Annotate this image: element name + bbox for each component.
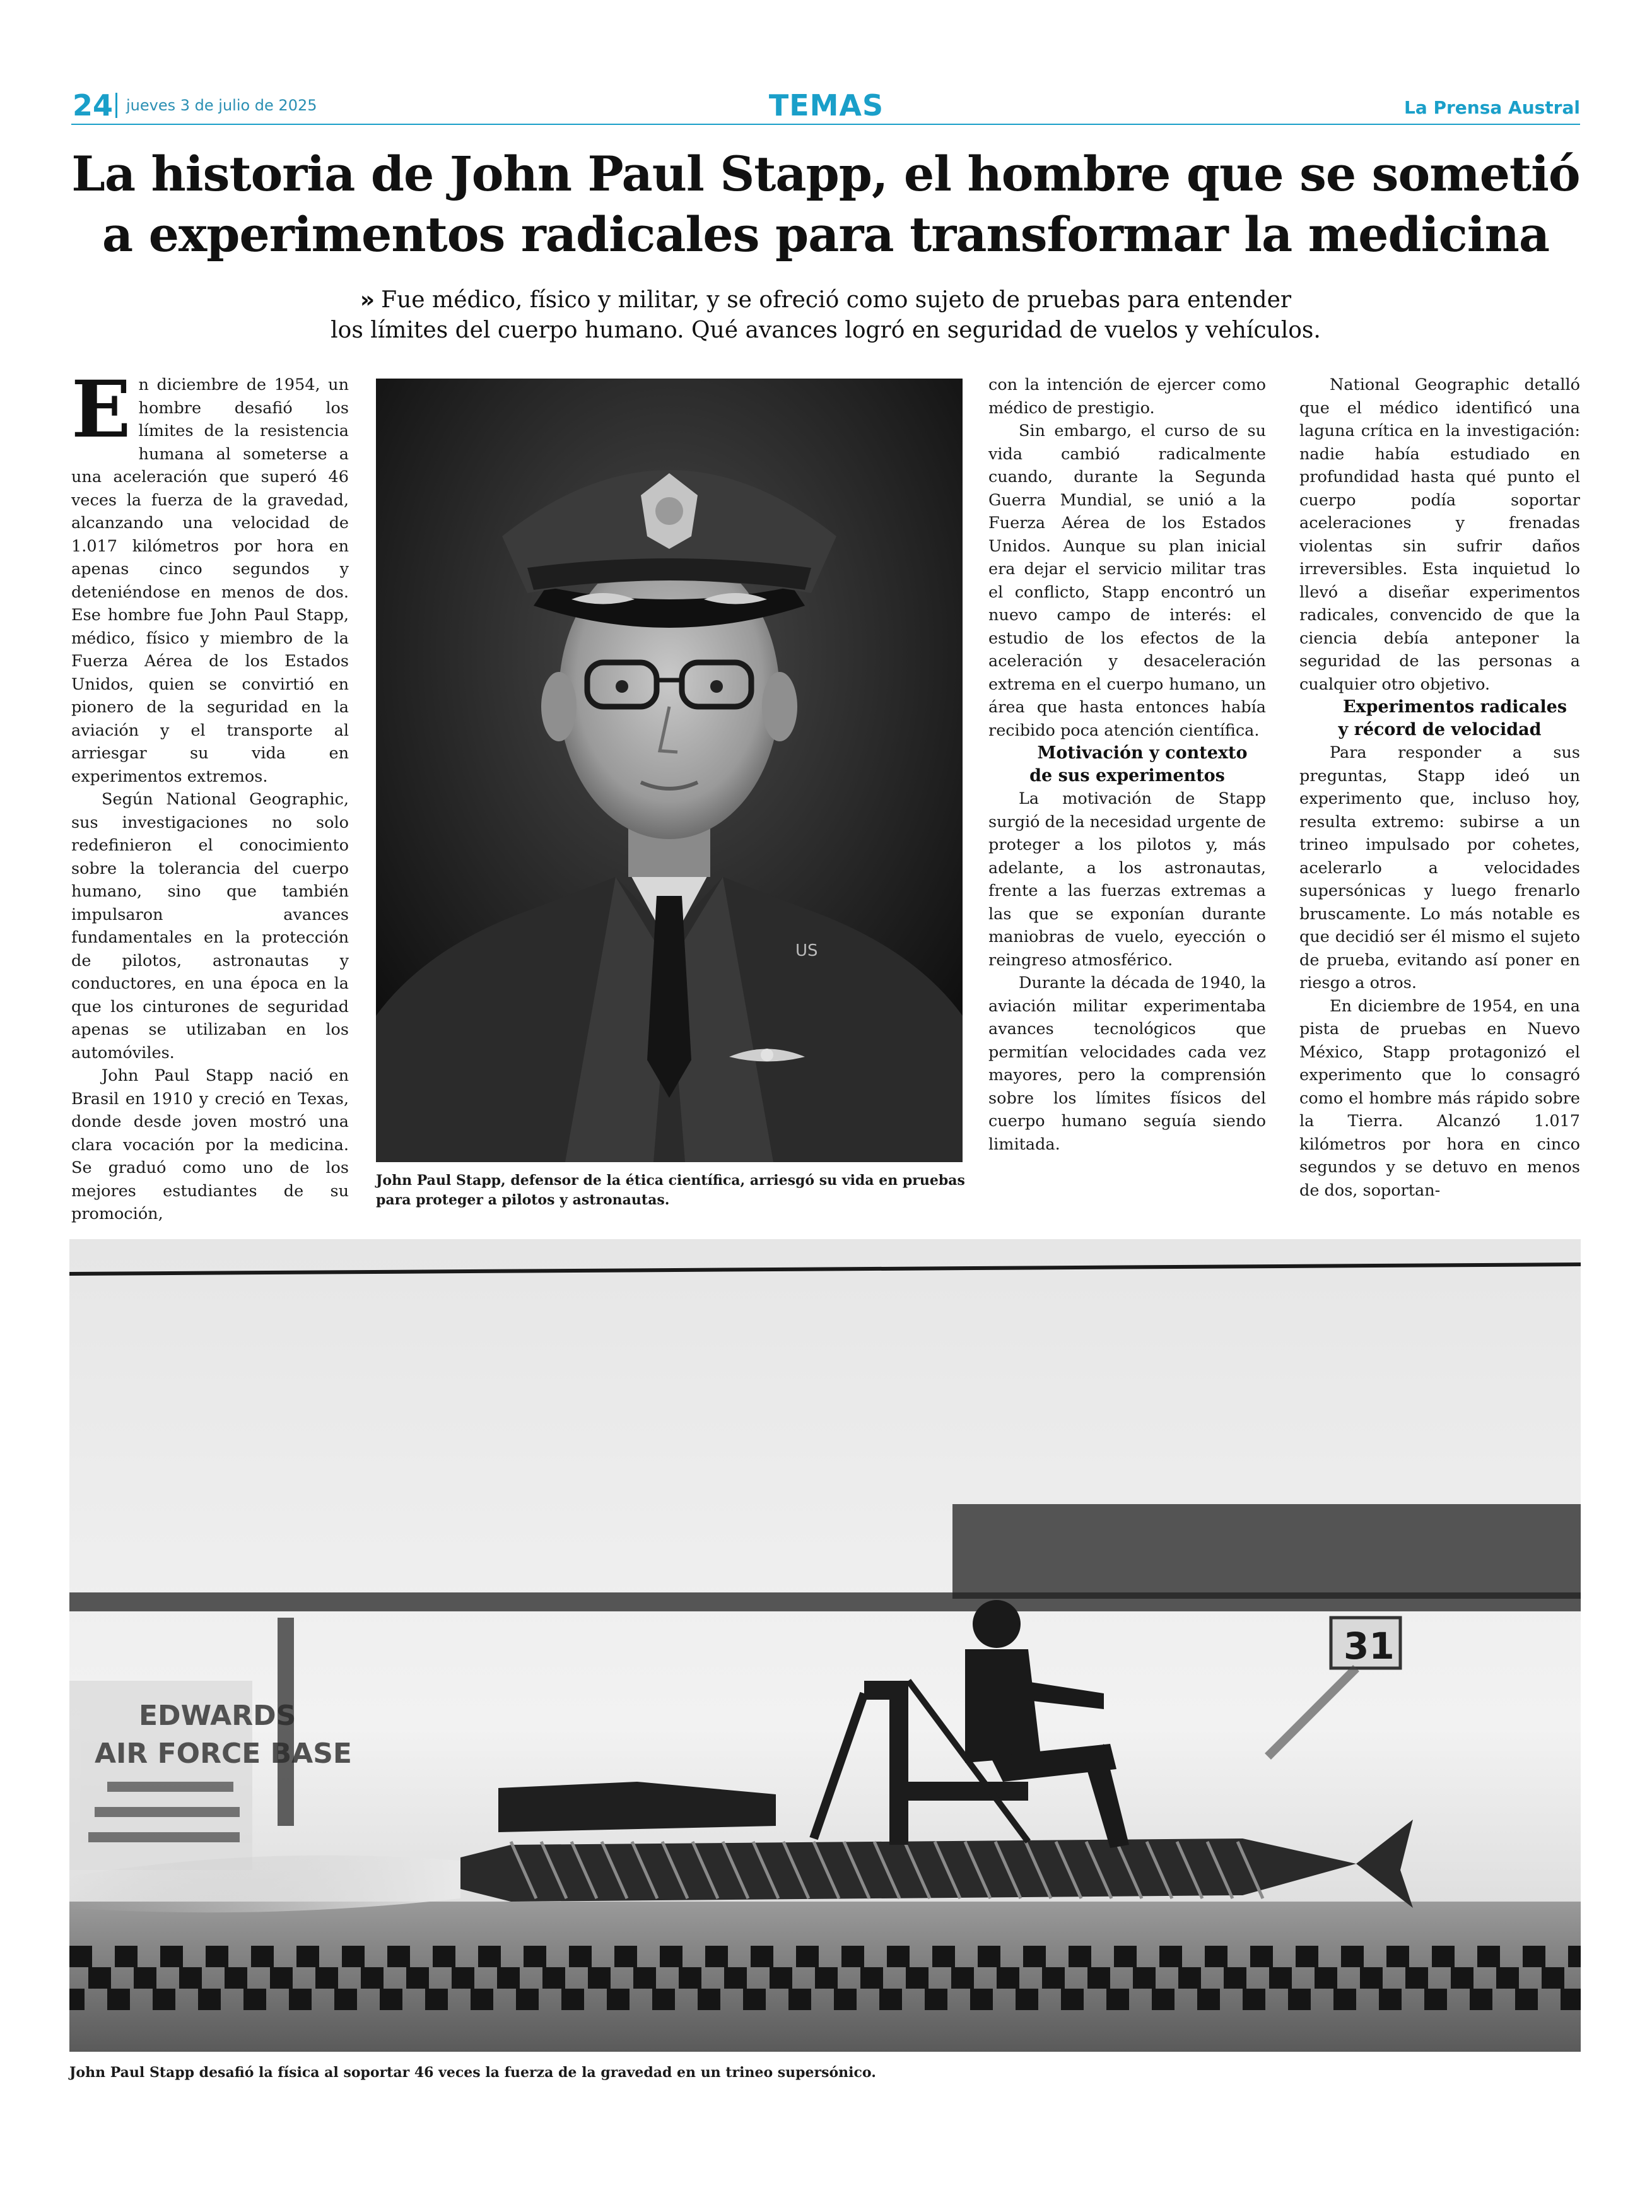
article-paragraph: La motivación de Stapp surgió de la necesidad urgente de proteger a los pilotos y, más adelante, a los astronautas, frente a las fuerzas extremas a las que se exponían durante maniobras de vuelo, eyección o reingreso atmosférico. [988,789,1267,970]
article-headline [71,144,1580,265]
header-separator [115,93,117,118]
article-column-4 [1299,374,1580,1202]
article-paragraph: Durante la década de 1940, la aviación militar experimentaba avances tecnológicos que permitían velocidades cada vez mayores, pero la comprensión sobre los límites físicos del cuerpo humano seguía siendo limitada. [988,974,1266,1154]
sled-caption: John Paul Stapp desafió la física al soportar 46 veces la fuerza de la gravedad en un trineo supersónico. [69,2064,876,2081]
paragraph-text: n diciembre de 1954, un hombre desafió los límites de la resistencia humana al someterse a una aceleración que superó 46 veces la fuerza de la gravedad, alcanzando una velocidad de 1.017 kilómetros por hora en apenas cinco segundos y deteniéndose en menos de dos. Ese hombre fue John Paul Stapp, médico, físico y miembro de la Fuerza Aérea de los Estados Unidos, quien se convirtió en pionero de la seguridad en la aviación y el transporte al arriesgar su vida en experimentos extremos. [71,375,349,786]
drop-cap: E [71,364,131,456]
article-paragraph: John Paul Stapp nació en Brasil en 1910 y creció en Texas, donde desde joven mostró una clara vocación por la medicina. Se graduó como uno de los mejores estudiantes de su promoción, [71,1066,349,1223]
rocket-sled-photo [69,1239,1581,2052]
article-paragraph: con la intención de ejercer como médico de prestigio. [988,375,1266,418]
headline-line: a experimentos radicales para transformar la medicina [102,206,1550,262]
article-paragraph [71,364,349,788]
subtitle-line: y récord de velocidad [1338,720,1542,739]
article-paragraph: Según National Geographic, sus investigaciones no solo redefinieron el conocimiento sobre la tolerancia del cuerpo humano, sino que también impulsaron avances fundamentales en la protección de pilotos, astronautas y conductores, en una época en la que los cinturones de seguridad apenas se utilizaban en los automóviles. [71,790,349,1062]
subhead-text: Fue médico, físico y militar, y se ofreció como sujeto de pruebas para entender [381,287,1292,313]
article-paragraph: Para responder a sus preguntas, Stapp ideó un experimento que, incluso hoy, resulta extremo: subirse a un trineo impulsado por cohetes, acelerarlo a velocidades supersónicas y luego frenarlo bruscamente. Lo más notable es que decidió ser él mismo el sujeto de prueba, evitando así poner en riesgo a otros. [1299,743,1580,992]
portrait-caption: John Paul Stapp, defensor de la ética científica, arriesgó su vida en pruebas para proteger a pilotos y astronautas. [376,1172,965,1208]
section-subtitle [988,742,1266,787]
subtitle-line: de sus experimentos [1029,766,1225,785]
article-paragraph: En diciembre de 1954, en una pista de pruebas en Nuevo México, Stapp protagonizó el experimento que lo consagró como el hombre más rápido sobre la Tierra. Alcanzó 1.017 kilómetros por hora en cinco segundos y se detuvo en menos de dos, soportan- [1299,996,1580,1200]
sign-text: EDWARDS [139,1700,296,1732]
section-label: TEMAS [768,88,884,122]
article-paragraph: National Geographic detalló que el médico identificó una laguna crítica en la investigación: nadie había estudiado en profundidad hasta qué punto el cuerpo podía soportar aceleraciones y frenadas violentas sin sufrir daños irreversibles. Esta inquietud lo llevó a diseñar experimentos radicales, convencido de que la ciencia debía anteponer la seguridad de las personas a cualquier otro objetivo. [1299,375,1580,694]
article-column-1 [71,364,349,1226]
page-number: 24 [73,88,114,122]
article-subhead [71,285,1580,346]
subtitle-line: Motivación y contexto [1037,743,1248,763]
subhead-line [71,285,1580,315]
chevron-right-icon: » [360,287,375,313]
portrait-photo [376,379,963,1162]
sign-text: AIR FORCE BASE [95,1738,352,1770]
subhead-line: los límites del cuerpo humano. Qué avances logró en seguridad de vuelos y vehículos. [331,317,1321,343]
headline-line: La historia de John Paul Stapp, el hombre que se sometió [71,146,1580,202]
marker-number: 31 [1344,1625,1395,1668]
newspaper-brand: La Prensa Austral [1403,97,1580,118]
article-column-3 [988,374,1266,1156]
subtitle-line: Experimentos radicales [1342,697,1567,717]
article-paragraph: Sin embargo, el curso de su vida cambió radicalmente cuando, durante la Segunda Guerra Mundial, se unió a la Fuerza Aérea de los Estados Unidos. Aunque su plan inicial era dejar el servicio militar tras el conflicto, Stapp encontró un nuevo campo de interés: el estudio de los efectos de la aceleración y desaceleración extrema en el cuerpo humano, un área que hasta entonces había recibido poca atención científica. [988,421,1266,740]
header-rule [71,124,1580,125]
svg-text:US: US [795,941,818,960]
issue-date: jueves 3 de julio de 2025 [126,97,317,114]
section-subtitle [1299,696,1580,741]
